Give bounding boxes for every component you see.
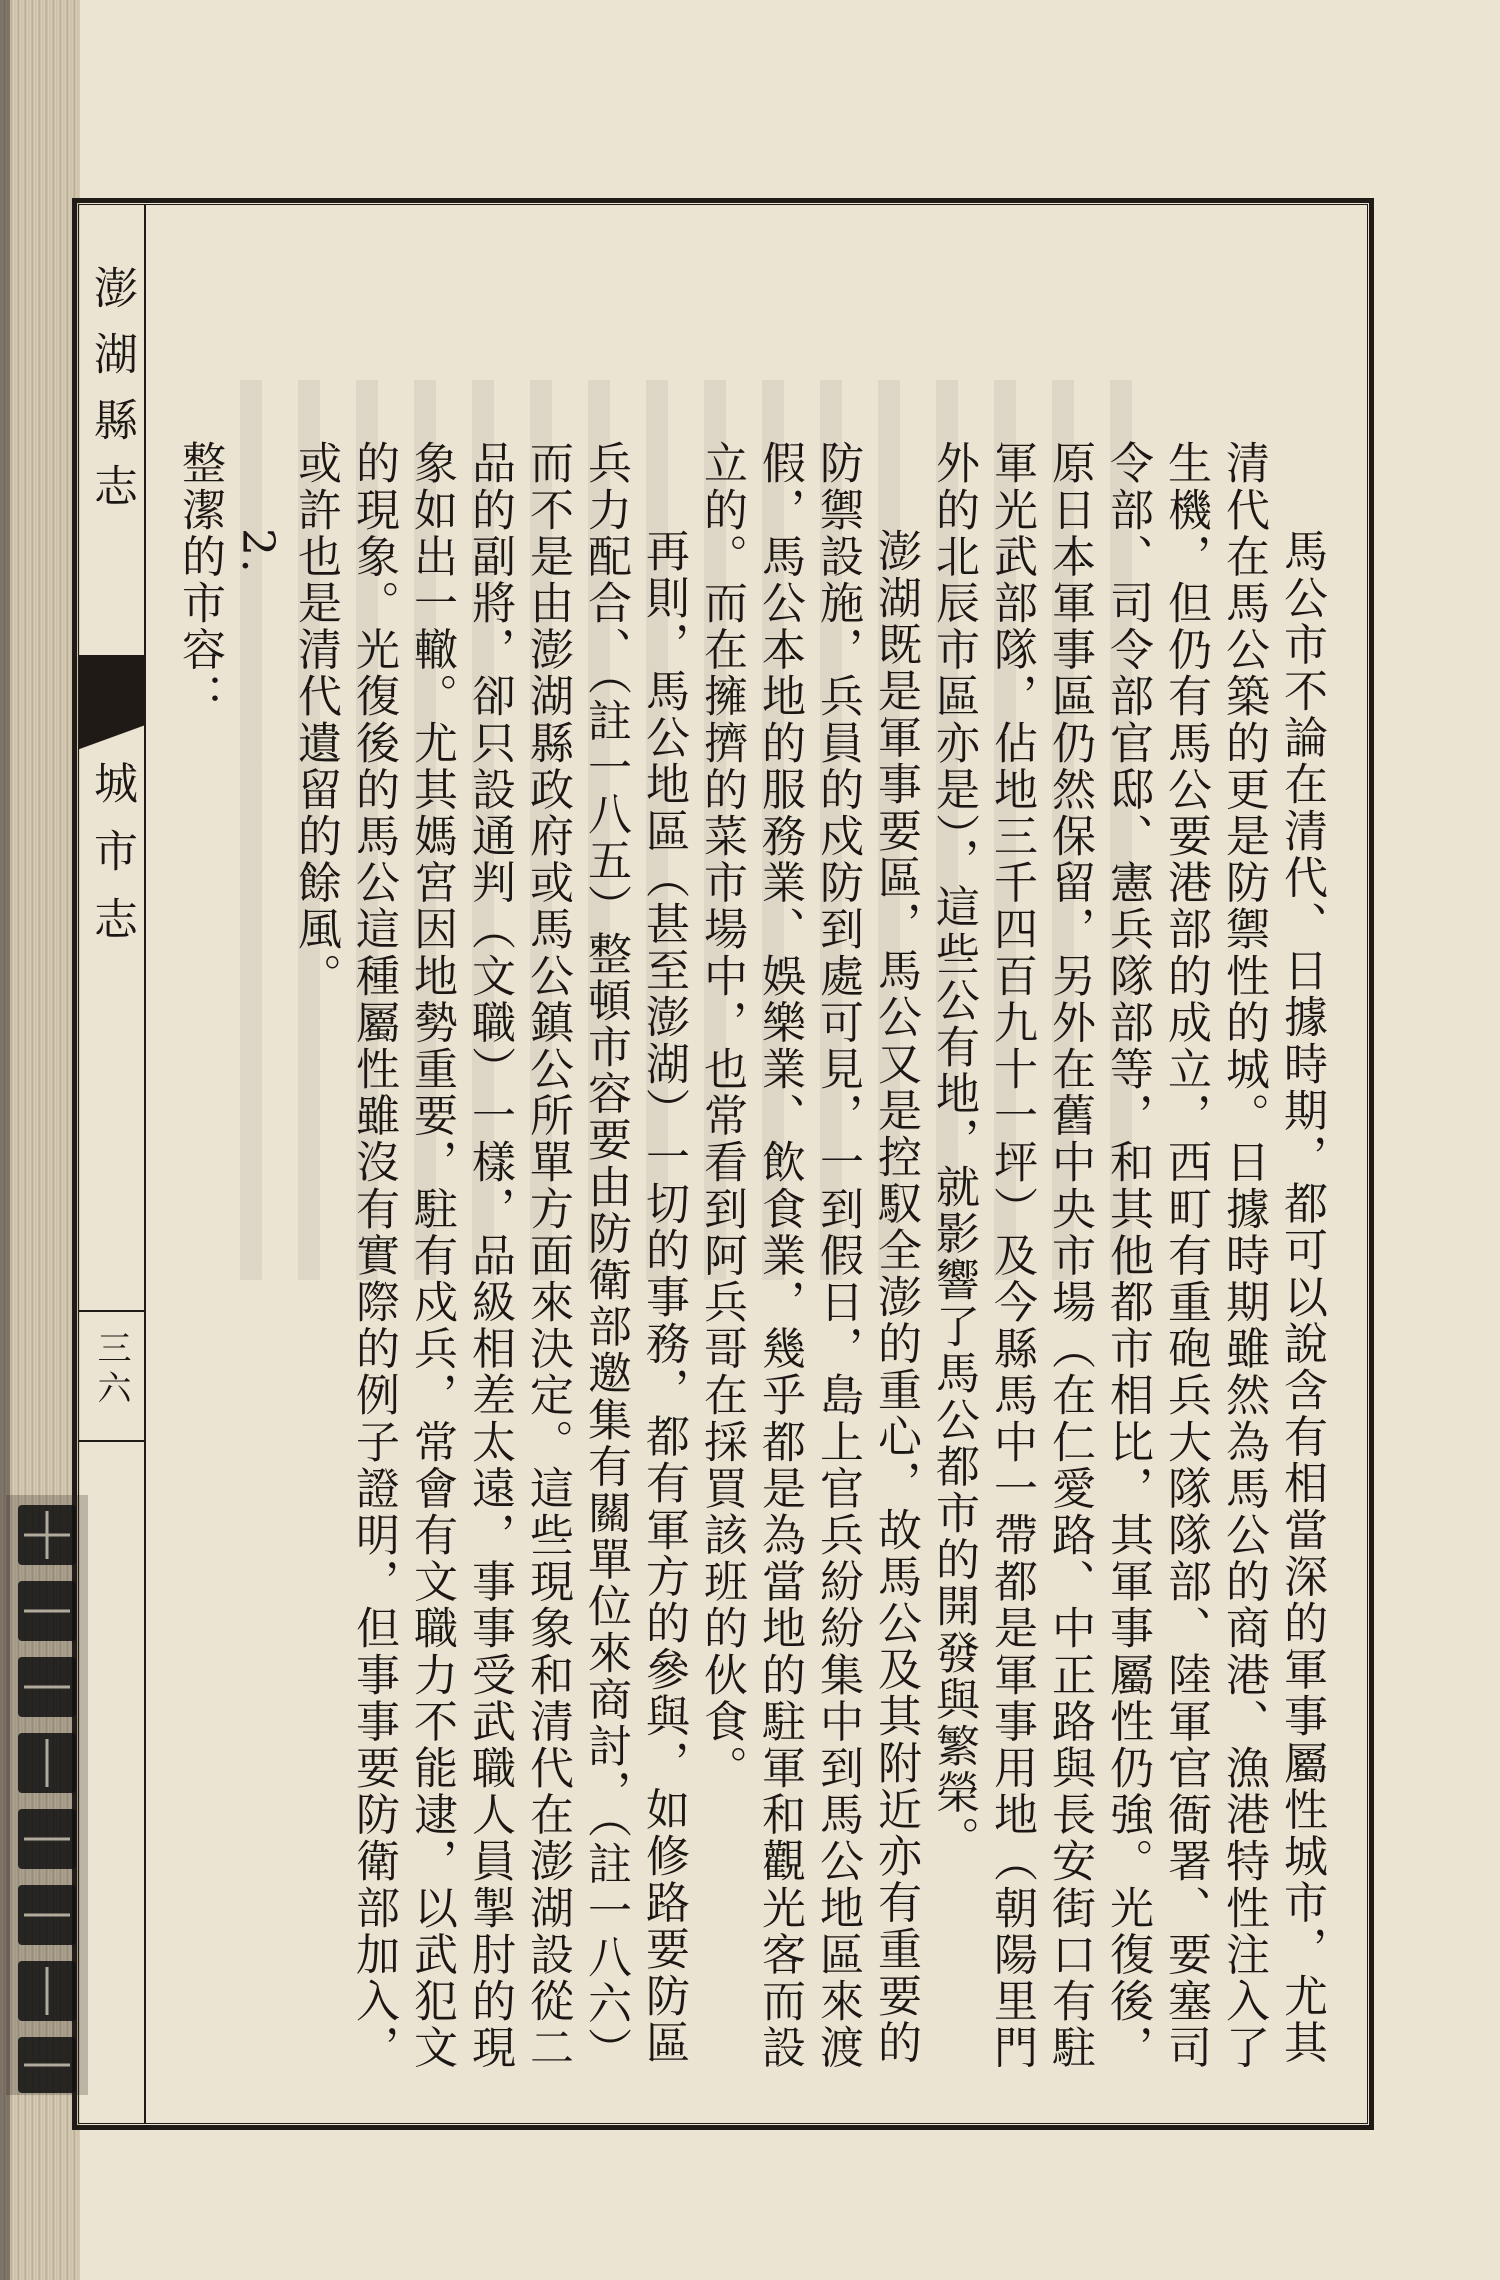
chapter-band-notch	[78, 725, 144, 755]
page-number: 三六	[91, 1330, 131, 1410]
section-number: 2.	[232, 528, 283, 576]
edge-stamp-graphic	[4, 1495, 90, 2095]
page-number-rule-top	[78, 1310, 144, 1312]
chapter-band	[78, 655, 144, 725]
running-title: 澎湖縣志	[86, 265, 137, 529]
chapter-title: 城市志	[86, 760, 137, 964]
paragraph-3: 再則，馬公地區（甚至澎湖）一切的事務，都有軍方的參與，如修路要防區兵力配合、（註一八五）整頓市容要由防衛部邀集有關單位來商討，（註一八六）而不是由澎湖縣政府或馬公鎮公所單方面來決定。這些現象和清代在澎湖設從二品的副將，卻只設通判（文職）一樣，品級相差太遠，事事受武職人員掣肘的現象如出一轍。尤其媽宮因地勢重要，駐有戍兵，常會有文職力不能逮，以武犯文的現象。光復後的馬公這種屬性雖沒有實際的例子證明，但事事要防衛部加入，或許也是清代遺留的餘風。	[290, 440, 689, 2074]
page-number-rule-bottom	[78, 1440, 144, 1442]
paragraph-2: 澎湖既是軍事要區，馬公又是控馭全澎的重心，故馬公及其附近亦有重要的防禦設施，兵員的戍防到處可見，一到假日，島上官兵紛紛集中到馬公地區來渡假，馬公本地的服務業、娛樂業、飲食業，幾乎都是為當地的駐軍和觀光客而設立的。而在擁擠的菜市場中，也常看到阿兵哥在採買該班的伙食。	[696, 440, 921, 2071]
margin-divider	[144, 204, 146, 2124]
body-text	[170, 440, 1330, 2080]
paragraph-1: 馬公市不論在清代、日據時期，都可以說含有相當深的軍事屬性城市，尤其清代在馬公築的更是防禦性的城。日據時期雖然為馬公的商港、漁港特性注入了生機，但仍有馬公要港部的成立，西町有重砲兵大隊隊部、陸軍官衙署、要塞司令部、司令部官邸、憲兵隊部等，和其他都市相比，其軍事屬性仍強。光復後，原日本軍事區仍然保留，另外在舊中央市場（在仁愛路、中正路與長安街口有駐軍光武部隊，佔地三千四百九十一坪）及今縣馬中一帶都是軍事用地（朝陽里門外的北辰市區亦是），這些公有地，就影響了馬公都市的開發與繁榮。	[928, 440, 1327, 2071]
edge-stamp	[4, 1495, 90, 2095]
section-heading: 整潔的市容：	[174, 440, 225, 720]
